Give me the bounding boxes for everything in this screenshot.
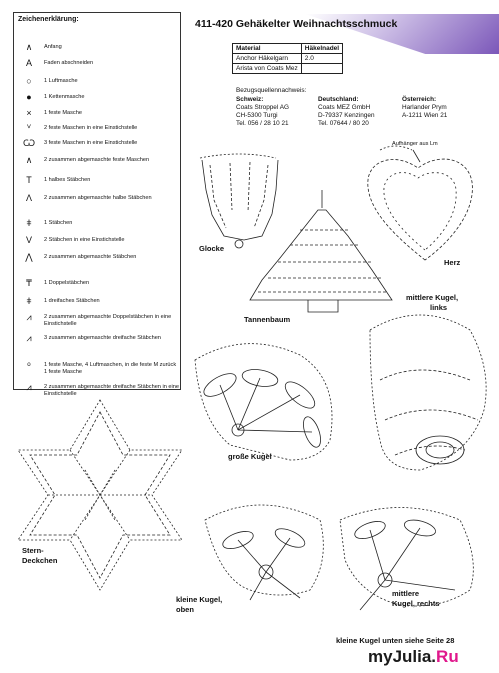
legend-text: 2 zusammen abgemaschte Doppelstäbchen in eine Einstichstelle (44, 314, 172, 327)
source-line: D-79337 Kenzingen (318, 112, 375, 119)
large-ball-diagram (195, 344, 332, 460)
legend-text: 3 feste Maschen in eine Einstichstelle (44, 140, 138, 146)
legend-text: 2 zusammen abgemaschte dreifache Stäbchen in eine Einstichstelle (44, 384, 179, 397)
label-large-ball: große Kugel (228, 452, 272, 461)
source-line: A-1211 Wien 21 (402, 112, 448, 119)
hook-cell: 2.0 (301, 54, 342, 64)
watermark-main: myJulia. (368, 647, 437, 666)
material-header: Material (233, 44, 302, 54)
label-tree: Tannenbaum (244, 315, 291, 324)
label-medium-ball-left-2: links (430, 303, 448, 312)
source-line: Coats Stroppel AG (236, 104, 289, 111)
page-title: 411-420 Gehäkelter Weihnachtsschmuck (195, 18, 398, 30)
legend-text: 2 zusammen abgemaschte Stäbchen (44, 254, 137, 260)
legend-symbol-icon: ⱽ (27, 123, 31, 133)
legend-text: 1 dreifaches Stäbchen (44, 298, 100, 304)
legend-symbol-icon: × (26, 108, 32, 118)
legend-symbol-icon: A (25, 58, 32, 68)
medium-ball-left-diagram (370, 315, 486, 470)
watermark-suffix: Ru (436, 647, 459, 666)
footer-text: kleine Kugel unten siehe Seite (336, 636, 444, 645)
source-country: Deutschland: (318, 96, 359, 103)
legend-text: 3 zusammen abgemaschte dreifache Stäbchen (44, 335, 161, 341)
page-number: 28 (446, 636, 455, 645)
legend-text: 2 feste Maschen in eine Einstichstelle (44, 125, 138, 131)
label-bell: Glocke (199, 244, 225, 253)
source-country: Österreich: (402, 96, 437, 103)
label-heart: Herz (444, 258, 461, 267)
small-ball-top-diagram (205, 505, 323, 600)
sources-title: Bezugsquellennachweis: (236, 87, 307, 94)
label-hanger: Aufhänger aus Lm (392, 141, 438, 147)
legend-text: 2 zusammen abgemaschte feste Maschen (44, 157, 150, 163)
watermark (368, 647, 459, 667)
legend-text: Anfang (44, 44, 62, 50)
material-cell: Arista von Coats Mez (233, 64, 302, 74)
material-cell: Anchor Häkelgarn (233, 54, 302, 64)
label-medium-ball-right-1: mittlere (392, 589, 420, 598)
legend-symbol-icon: Ʌ (25, 193, 32, 203)
legend-symbol-icon: ⩘ (26, 312, 32, 322)
legend-title: Zeichenerklärung: (18, 16, 79, 23)
legend-symbol-icon: ● (26, 92, 32, 102)
hook-header: Häkelnadel (301, 44, 342, 54)
legend-symbol-icon: ǂ (26, 218, 32, 228)
legend-text: 1 Luftmasche (44, 78, 78, 84)
legend-symbol-icon: T (26, 175, 32, 185)
heart-diagram (368, 146, 473, 260)
legend-text: 1 Kettenmasche (44, 94, 85, 100)
footer-note (336, 636, 454, 645)
legend-symbol-icon: ⩘ (26, 333, 32, 343)
source-line: Coats MEZ GmbH (318, 104, 371, 111)
legend-text: 1 halbes Stäbchen (44, 177, 91, 183)
label-star-1: Stern- (22, 546, 44, 555)
legend-symbol-icon: ǂ (26, 296, 32, 306)
legend-text: 2 Stäbchen in eine Einstichstelle (44, 237, 125, 243)
bell-diagram (200, 154, 278, 248)
legend-symbol-icon: ∧ (25, 155, 33, 165)
legend-text: 1 Stäbchen (44, 220, 73, 226)
legend-symbol-icon: ⋀ (25, 252, 33, 262)
source-line: CH-5300 Turgi (236, 112, 278, 119)
label-star-2: Deckchen (22, 556, 58, 565)
legend-symbol-icon: Ѡ (22, 138, 36, 148)
legend-symbol-icon: ⩘ (26, 382, 32, 392)
source-line: Tel. 056 / 28 10 21 (236, 120, 289, 127)
source-line: Harlander Prym (402, 104, 447, 111)
legend-text: 1 Doppelstäbchen (44, 280, 90, 286)
legend-text: 1 feste Masche (44, 110, 82, 116)
legend-symbol-icon: ∧ (25, 42, 33, 52)
legend-text: 1 feste Masche, 4 Luftmaschen, in die feste M zurück 1 feste Masche (44, 362, 177, 375)
label-small-ball-2: oben (176, 605, 194, 614)
source-country: Schweiz: (236, 96, 264, 103)
legend-symbol-icon: ₸ (26, 278, 32, 288)
legend-symbol-icon: ᵒ (27, 360, 31, 370)
label-medium-ball-right-2: Kugel, rechts (392, 599, 440, 608)
tree-diagram (250, 190, 392, 312)
legend-symbol-icon: V (25, 235, 32, 245)
legend-text: 2 zusammen abgemaschte halbe Stäbchen (44, 195, 152, 201)
label-medium-ball-left-1: mittlere Kugel, (406, 293, 459, 302)
legend-symbol-icon: ○ (26, 76, 32, 86)
label-small-ball-1: kleine Kugel, (176, 595, 223, 604)
legend-text: Faden abschneiden (44, 60, 94, 66)
source-line: Tel. 07644 / 80 20 (318, 120, 369, 127)
